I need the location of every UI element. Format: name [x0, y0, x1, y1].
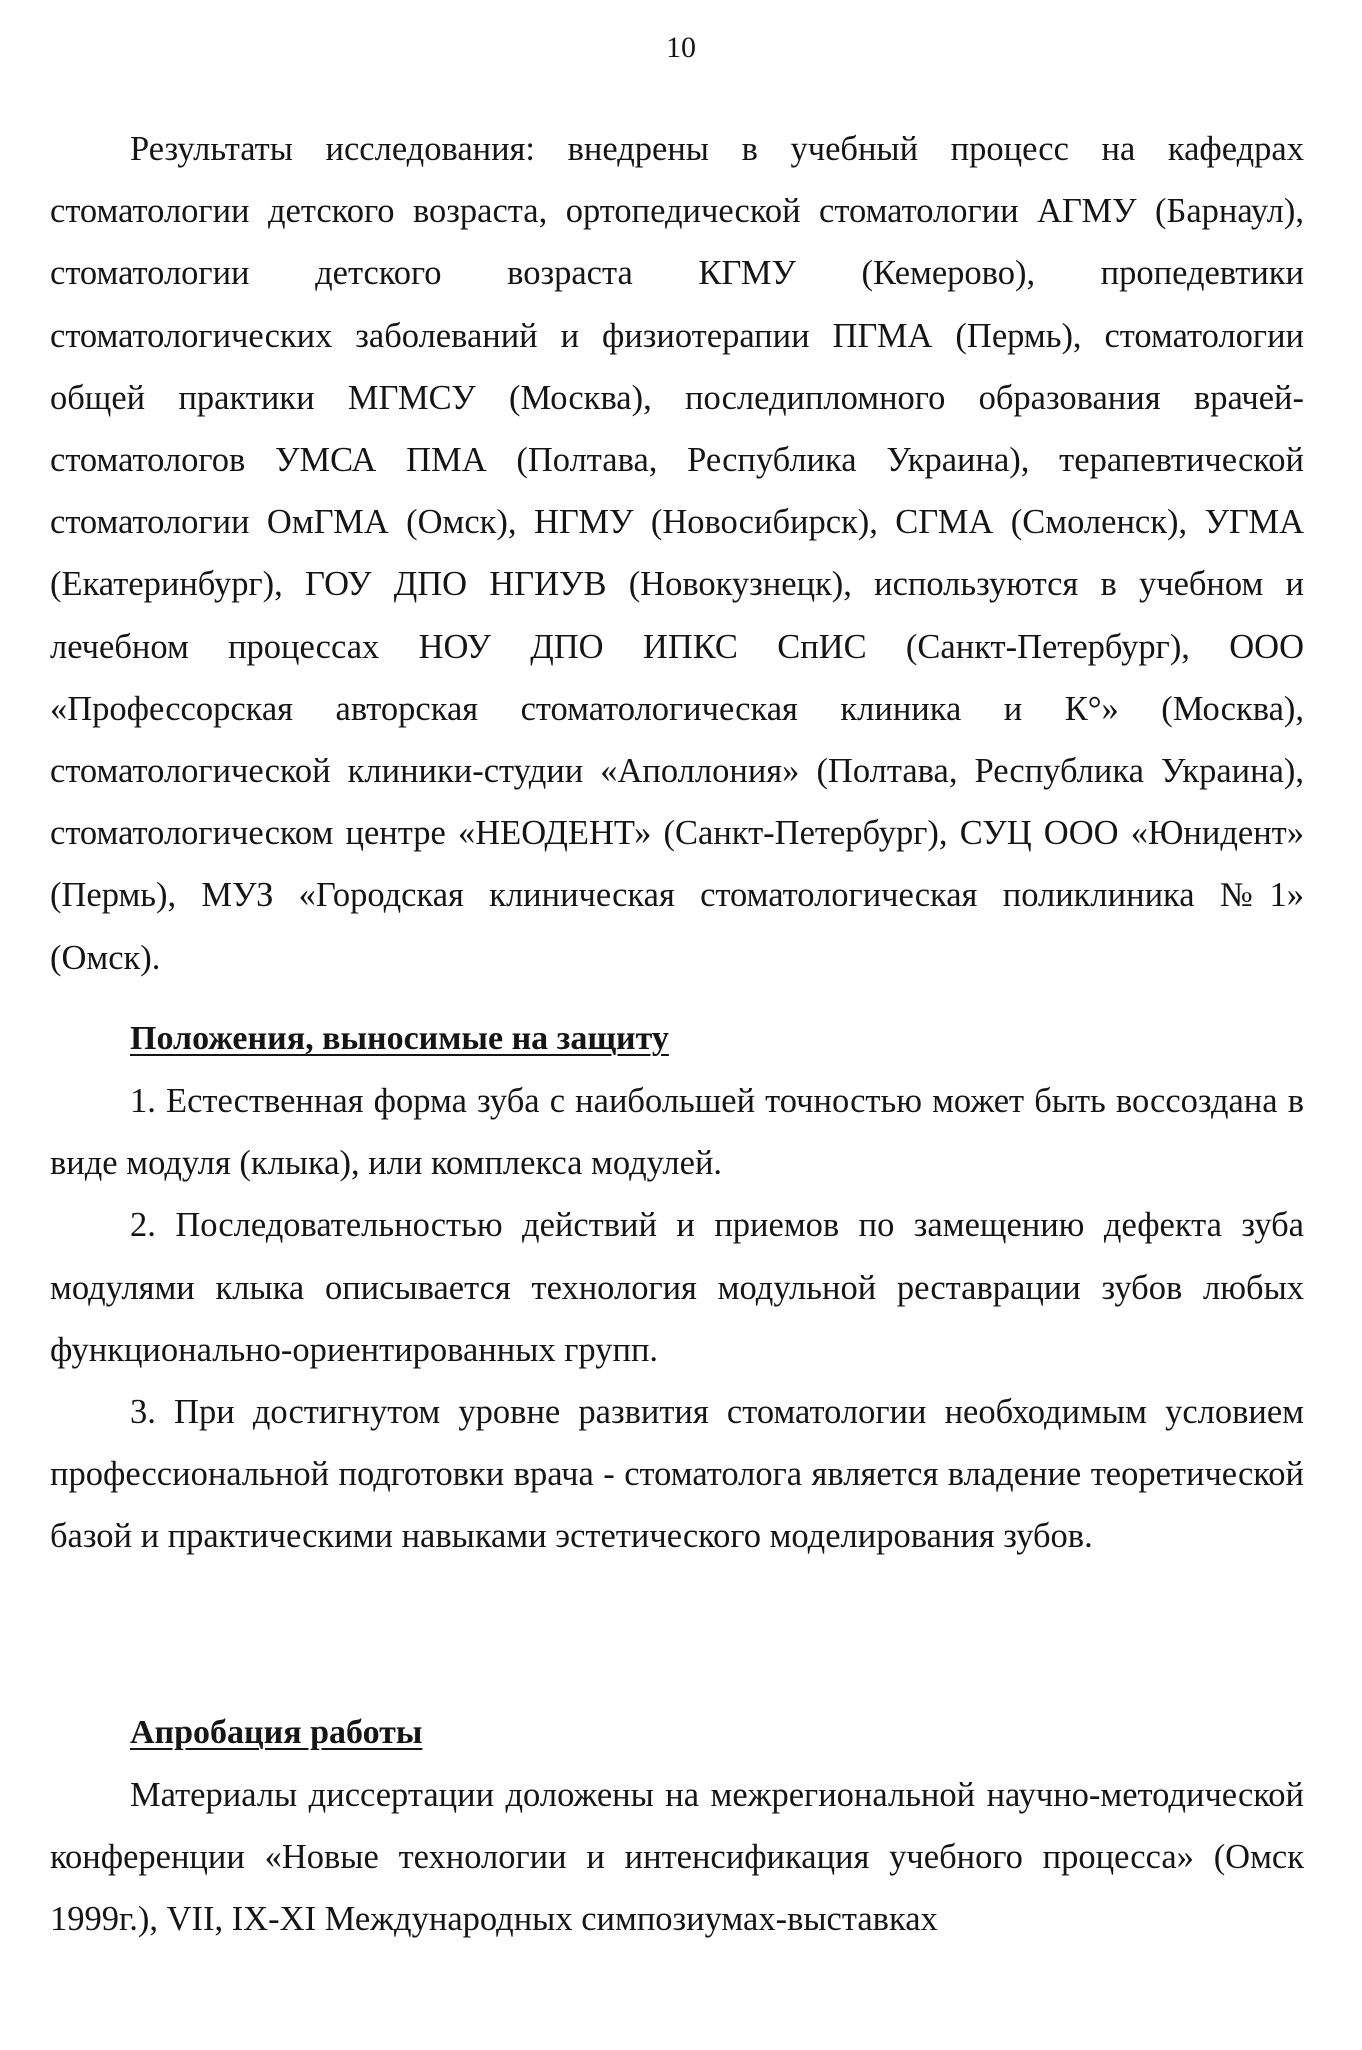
- results-paragraph: Результаты исследования: внедрены в учебный процесс на кафедрах стоматологии детского возраста, ортопедической стоматологии АГМУ (Барнаул), стоматологии детского возраста КГМУ (Кемерово), пропедевтики стоматологических заболеваний и физиотерапии ПГМА (Пермь), стоматологии общей практики МГМСУ (Москва), последипломного образования врачей-стоматологов УМСА ПМА (Полтава, Республика Украина), терапевтической стоматологии ОмГМА (Омск), НГМУ (Новосибирск), СГМА (Смоленск), УГМА (Екатеринбург), ГОУ ДПО НГИУВ (Новокузнецк), используются в учебном и лечебном процессах НОУ ДПО ИПКС СпИС (Санкт-Петербург), ООО «Профессорская авторская стоматологическая клиника и К°» (Москва), стоматологической клиники-студии «Аполлония» (Полтава, Республика Украина), стоматологическом центре «НЕОДЕНТ» (Санкт-Петербург), СУЦ ООО «Юнидент» (Пермь), МУЗ «Городская клиническая стоматологическая поликлиника №1» (Омск).: [50, 130, 1304, 977]
- theses-heading: Положения, выносимые на защиту: [130, 1020, 669, 1057]
- approbation-section: [50, 1702, 1304, 1951]
- approbation-paragraph: Материалы диссертации доложены на межрегиональной научно-методической конференции «Новые технологии и интенсификация учебного процесса» (Омск 1999г.), VII, IX-XI Международных симпозиумах-выставках: [50, 1776, 1304, 1939]
- thesis-item-2: 2. Последовательностью действий и приемов по замещению дефекта зуба модулями клыка описывается технология модульной реставрации зубов любых функционально-ориентированных групп.: [50, 1206, 1304, 1369]
- thesis-item-3: 3. При достигнутом уровне развития стоматологии необходимым условием профессиональной подготовки врача - стоматолога является владение теоретической базой и практическими навыками эстетического моделирования зубов.: [50, 1393, 1304, 1556]
- results-section: [50, 118, 1304, 989]
- theses-section: [50, 1008, 1304, 1568]
- thesis-item-1: 1. Естественная форма зуба с наибольшей точностью может быть воссоздана в виде модуля (клыка), или комплекса модулей.: [50, 1082, 1304, 1183]
- approbation-heading: Апробация работы: [130, 1714, 423, 1751]
- page-number: 10: [666, 31, 696, 64]
